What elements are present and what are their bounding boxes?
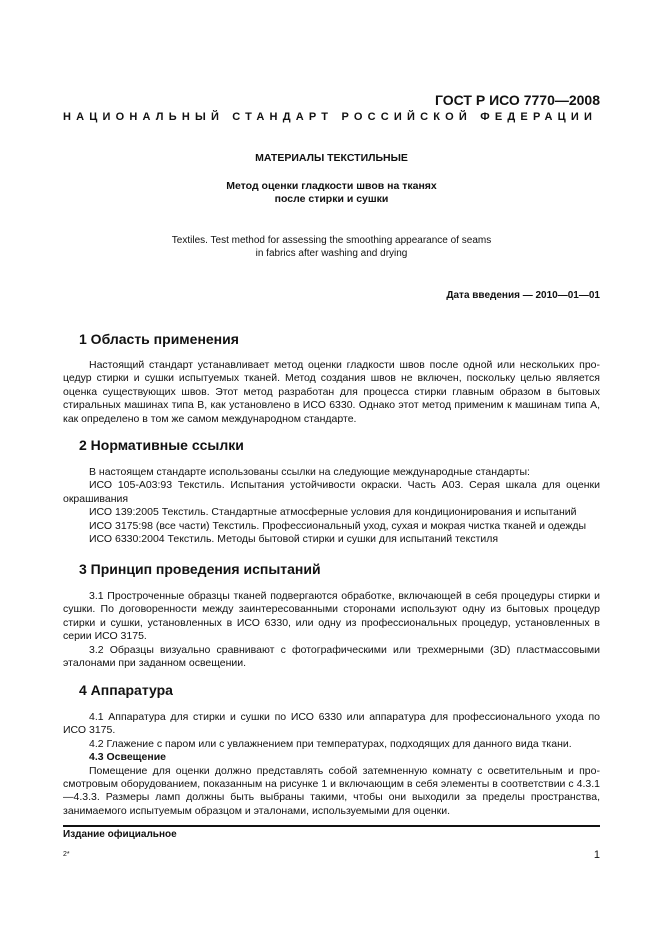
paragraph: 3.1 Простроченные образцы тканей подвергаются обработке, включающей в себя процедуры стирки и сушки. По договоренности между заинтересованными сторонами используют одну из бытовых процедур стирки и сушки, установленных в ИСО 6330, или одну из профессиональных процедур, установленных в серии ИСО 3175. — [63, 590, 600, 643]
section-heading: 4 Аппаратура — [79, 682, 173, 698]
official-edition-label: Издание официальное — [63, 829, 177, 840]
section-heading: 2 Нормативные ссылки — [79, 437, 244, 453]
paragraph: ИСО 3175:98 (все части) Текстиль. Профессиональный уход, сухая и мокрая чистка тканей и одежды — [89, 519, 587, 532]
subsection-heading: 4.3 Освещение — [89, 751, 167, 764]
subtitle-line: после стирки и сушки — [274, 193, 389, 205]
section-body — [63, 466, 600, 546]
signature-mark: 2* — [63, 851, 70, 858]
footer-divider — [63, 825, 600, 827]
paragraph: ИСО 6330:2004 Текстиль. Методы бытовой стирки и сушки для испытаний текстиля — [89, 533, 499, 546]
page-number: 1 — [593, 849, 600, 861]
paragraph: ИСО 139:2005 Текстиль. Стандартные атмосферные условия для кондиционирования и испытаний — [89, 506, 577, 519]
paragraph: 4.2 Глажение с паром или с увлажнением при температурах, подходящих для данного вида ткани. — [89, 737, 572, 750]
section-body — [63, 590, 600, 670]
english-title-line: in fabrics after washing and drying — [255, 248, 408, 259]
paragraph: 4.1 Аппаратура для стирки и сушки по ИСО 6330 или аппаратура для профессионального ухода по ИСО 3175. — [63, 711, 600, 737]
paragraph: Настоящий стандарт устанавливает метод оценки гладкости швов после одной или нескольких процедур стирки и сушки испытуемых тканей. Метод создания швов не включен, поскольку целью является оценка существующих швов. Этот метод разработан для процесса стирки главным образом в бытовых стиральных машинах типа В, как установлено в ИСО 6330. Однако этот метод применим к машинам типа А, как определено в том же самом международном стандарте. — [63, 359, 600, 425]
english-title-line: Textiles. Test method for assessing the smoothing appearance of seams — [171, 235, 492, 246]
introduction-date: Дата введения — 2010—01—01 — [446, 290, 600, 301]
document-subtitle — [63, 180, 600, 206]
paragraph: В настоящем стандарте использованы ссылки на следующие международные стандарты: — [89, 466, 530, 478]
section-heading: 1 Область применения — [79, 331, 239, 347]
section-body — [63, 711, 600, 818]
paragraph: Помещение для оценки должно представлять собой затемненную комнату с осветительным и просмотровым оборудованием, показанным на рисунке 1 и включающим в себя элементы в соответствии с 4.3.1—4.3.3. Размеры ламп должны быть выбраны такими, чтобы они выходили за пределы пространства, занимаемого испытуемым образцом и эталонами, используемыми для оценки. — [63, 764, 600, 817]
section-heading: 3 Принцип проведения испытаний — [79, 561, 321, 577]
document-title: МАТЕРИАЛЫ ТЕКСТИЛЬНЫЕ — [255, 152, 408, 164]
paragraph: ИСО 105-А03:93 Текстиль. Испытания устойчивости окраски. Часть А03. Серая шкала для оценки окрашивания — [63, 479, 600, 505]
subtitle-line: Метод оценки гладкости швов на тканях — [226, 180, 437, 192]
national-standard-banner: НАЦИОНАЛЬНЫЙ СТАНДАРТ РОССИЙСКОЙ ФЕДЕРАЦИИ — [63, 111, 598, 123]
paragraph: 3.2 Образцы визуально сравнивают с фотографическими или трехмерными (3D) пластмассовыми эталонами при заданном освещении. — [63, 643, 600, 670]
section-body — [63, 359, 600, 426]
document-code: ГОСТ Р ИСО 7770—2008 — [435, 92, 600, 108]
english-title — [63, 234, 600, 260]
